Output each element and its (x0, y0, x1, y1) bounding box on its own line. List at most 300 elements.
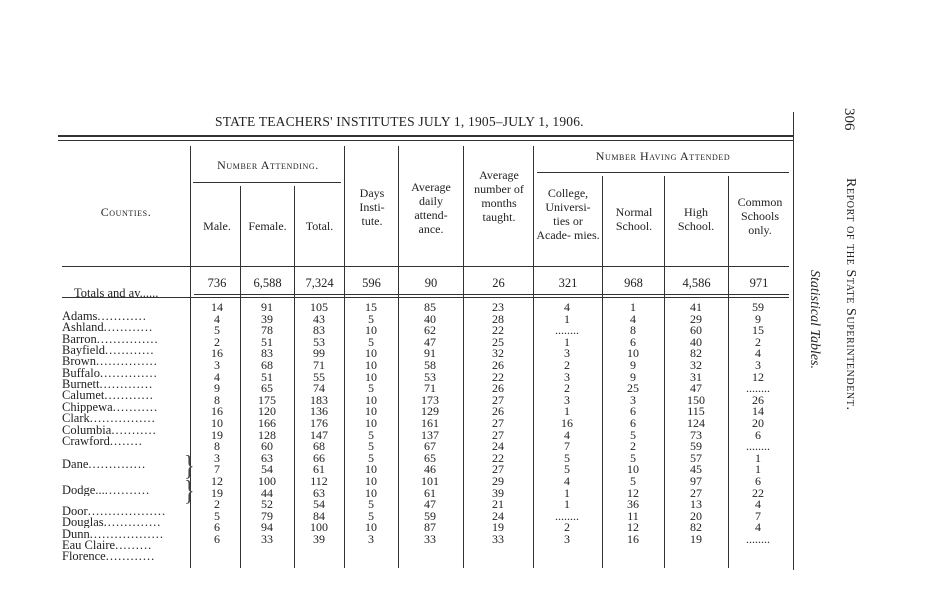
cell-avg-months: 29 (492, 474, 504, 488)
cell-total: 43 (313, 311, 325, 326)
table-title: STATE TEACHERS' INSTITUTES JULY 1, 1905–JULY 1, 1906. (215, 114, 584, 129)
cell-high: 115 (687, 404, 705, 419)
cell-college: 2 (564, 520, 570, 535)
cell-common: 1 (755, 462, 761, 477)
cell-avg-months: 26 (492, 404, 504, 419)
cell-female: 52 (261, 497, 273, 512)
col-divider-4 (344, 146, 345, 568)
cell-college: 7 (564, 439, 570, 454)
cell-total: 136 (310, 404, 328, 419)
cell-avg-months: 33 (492, 532, 504, 546)
totals-high: 4,586 (682, 276, 711, 290)
cell-common: 26 (752, 392, 764, 407)
cell-days: 5 (368, 508, 374, 523)
cell-days: 10 (365, 416, 377, 430)
cell-total: 71 (313, 358, 325, 372)
cell-female: 120 (258, 404, 276, 419)
cell-total: 83 (313, 323, 325, 338)
cell-avg-months: 27 (492, 392, 504, 407)
col-divider-7 (533, 146, 534, 568)
cell-male: 7 (214, 462, 220, 477)
leader-dots: ............ (104, 389, 154, 401)
cell-avg-months: 26 (492, 381, 504, 396)
cell-days: 10 (365, 358, 377, 372)
cell-days: 5 (368, 311, 374, 326)
cell-high: 60 (690, 323, 702, 338)
county-name (62, 435, 190, 447)
county-label: Calumet (62, 389, 105, 401)
leader-dots: ................... (87, 505, 167, 517)
cell-avg-months: 22 (492, 450, 504, 465)
cell-avg-months: 21 (492, 497, 504, 512)
totals-total: 7,324 (305, 276, 334, 290)
cell-days: 5 (368, 381, 374, 396)
totals-normal: 968 (624, 276, 643, 290)
cell-avg-daily: 47 (424, 334, 436, 349)
cell-college: 4 (564, 300, 570, 314)
cell-male: 5 (214, 323, 220, 338)
cell-female: 39 (261, 311, 273, 326)
cell-avg-daily: 161 (421, 416, 439, 430)
cell-days: 10 (365, 474, 377, 488)
cell-male: 2 (214, 334, 220, 349)
cell-male: 5 (214, 508, 220, 523)
cell-college: 1 (564, 334, 570, 349)
col-divider-5 (398, 146, 399, 568)
cell-avg-daily: 129 (421, 404, 439, 419)
county-name (62, 484, 190, 496)
leader-dots: ........... (104, 484, 151, 496)
totals-label: Totals and av...... (74, 286, 159, 300)
cell-normal: 5 (630, 427, 636, 442)
header-avg-daily: Average daily attend- ance. (411, 180, 451, 236)
top-rule (58, 135, 794, 137)
cell-days: 5 (368, 334, 374, 349)
col-divider-6 (463, 146, 464, 568)
cell-days: 15 (365, 300, 377, 314)
cell-high: 97 (690, 474, 702, 488)
cell-normal: 10 (627, 346, 639, 361)
cell-high: 27 (690, 485, 702, 500)
page-number: 306 (841, 108, 857, 131)
col-divider-2 (240, 186, 241, 568)
cell-high: 32 (690, 358, 702, 372)
cell-common: 4 (755, 346, 761, 361)
cell-normal: 5 (630, 474, 636, 488)
cell-avg-months: 39 (492, 485, 504, 500)
cell-male: 8 (214, 392, 220, 407)
cell-days: 5 (368, 450, 374, 465)
cell-avg-months: 28 (492, 311, 504, 326)
totals-rule-a (194, 294, 789, 295)
leader-dots: .................. (89, 528, 165, 540)
cell-college: 5 (564, 450, 570, 465)
cell-avg-months: 32 (492, 346, 504, 361)
cell-normal: 6 (630, 404, 636, 419)
cell-avg-daily: 65 (424, 450, 436, 465)
cell-high: 150 (687, 392, 705, 407)
header-avg-months: Average number of months taught. (474, 168, 524, 224)
cell-days: 10 (365, 462, 377, 477)
county-label: Chippewa (62, 401, 113, 413)
cell-normal: 3 (630, 392, 636, 407)
header-counties: Counties. (100, 205, 152, 219)
cell-high: 31 (690, 369, 702, 384)
cell-high: 82 (690, 520, 702, 535)
cell-total: 147 (310, 427, 328, 442)
county-label: Dane (62, 458, 89, 470)
cell-avg-daily: 91 (424, 346, 436, 361)
dodge-brace: } (184, 474, 195, 507)
cell-total: 39 (313, 532, 325, 546)
header-normal: Normal School. (615, 205, 653, 233)
cell-normal: 9 (630, 369, 636, 384)
cell-female: 100 (258, 474, 276, 488)
cell-high: 29 (690, 311, 702, 326)
cell-female: 78 (261, 323, 273, 338)
county-label: Adams (62, 310, 98, 322)
county-label: Buffalo (62, 367, 100, 379)
cell-male: 16 (211, 346, 223, 361)
cell-total: 112 (310, 474, 328, 488)
cell-avg-daily: 53 (424, 369, 436, 384)
header-high: High School. (677, 205, 715, 233)
cell-college: ........ (555, 508, 579, 523)
having-underline (537, 172, 789, 173)
cell-days: 5 (368, 427, 374, 442)
cell-avg-daily: 47 (424, 497, 436, 512)
attending-underline (193, 182, 341, 183)
cell-high: 82 (690, 346, 702, 361)
cell-male: 3 (214, 358, 220, 372)
cell-avg-months: 24 (492, 508, 504, 523)
cell-avg-months: 22 (492, 369, 504, 384)
cell-college: 3 (564, 369, 570, 384)
cell-avg-daily: 85 (424, 300, 436, 314)
cell-days: 10 (365, 520, 377, 535)
cell-female: 51 (261, 369, 273, 384)
county-label: Dodge... (62, 484, 105, 496)
cell-total: 61 (313, 462, 325, 477)
totals-female: 6,588 (253, 276, 282, 290)
cell-male: 4 (214, 369, 220, 384)
cell-avg-daily: 101 (421, 474, 439, 488)
header-total: Total. (305, 219, 334, 233)
right-rule (793, 112, 794, 570)
cell-college: 3 (564, 532, 570, 546)
county-label: Eau Claire (62, 539, 116, 551)
cell-male: 6 (214, 520, 220, 535)
cell-male: 3 (214, 450, 220, 465)
cell-high: 19 (690, 532, 702, 546)
cell-college: 1 (564, 497, 570, 512)
totals-avg-daily: 90 (424, 276, 438, 290)
cell-avg-daily: 40 (424, 311, 436, 326)
cell-total: 53 (313, 334, 325, 349)
cell-female: 44 (261, 485, 273, 500)
cell-high: 59 (690, 439, 702, 454)
cell-avg-months: 19 (492, 520, 504, 535)
header-days: Days Insti- tute. (359, 186, 385, 228)
cell-common: 14 (752, 404, 764, 419)
cell-total: 74 (313, 381, 325, 396)
header-number-attending: Number Attending. (217, 158, 319, 172)
cell-days: 10 (365, 369, 377, 384)
cell-total: 55 (313, 369, 325, 384)
cell-female: 33 (261, 532, 273, 546)
cell-total: 68 (313, 439, 325, 454)
cell-female: 51 (261, 334, 273, 349)
leader-dots: ................ (89, 412, 156, 424)
cell-female: 175 (258, 392, 276, 407)
cell-normal: 1 (630, 300, 636, 314)
cell-avg-daily: 58 (424, 358, 436, 372)
cell-college: 5 (564, 462, 570, 477)
cell-male: 19 (211, 485, 223, 500)
top-rule-2 (58, 140, 794, 141)
county-label: Barron (62, 333, 97, 345)
county-name (62, 321, 190, 333)
cell-female: 54 (261, 462, 273, 477)
leader-dots: ............. (99, 378, 154, 390)
cell-normal: 6 (630, 416, 636, 430)
cell-female: 94 (261, 520, 273, 535)
cell-college: 3 (564, 346, 570, 361)
cell-avg-months: 27 (492, 462, 504, 477)
cell-college: 4 (564, 474, 570, 488)
cell-avg-daily: 61 (424, 485, 436, 500)
cell-normal: 12 (627, 485, 639, 500)
totals-college: 321 (558, 276, 578, 290)
county-name (62, 550, 190, 562)
cell-avg-months: 22 (492, 323, 504, 338)
cell-female: 166 (258, 416, 276, 430)
cell-avg-months: 24 (492, 439, 504, 454)
cell-normal: 2 (630, 439, 636, 454)
cell-normal: 4 (630, 311, 636, 326)
cell-female: 65 (261, 381, 273, 396)
leader-dots: ............ (97, 310, 147, 322)
cell-normal: 25 (627, 381, 639, 396)
cell-normal: 12 (627, 520, 639, 535)
cell-days: 10 (365, 392, 377, 407)
cell-male: 8 (214, 439, 220, 454)
cell-college: 3 (564, 392, 570, 407)
cell-normal: 10 (627, 462, 639, 477)
county-label: Columbia (62, 424, 112, 436)
totals-rule-b (62, 297, 789, 298)
cell-male: 16 (211, 404, 223, 419)
cell-days: 3 (368, 532, 374, 546)
totals-avg-months: 26 (492, 276, 505, 290)
totals-male: 736 (207, 276, 227, 290)
cell-college: 16 (561, 416, 573, 430)
cell-female: 68 (261, 358, 273, 372)
cell-avg-daily: 46 (424, 462, 436, 477)
cell-female: 63 (261, 450, 273, 465)
leader-dots: ............ (105, 344, 155, 356)
cell-normal: 8 (630, 323, 636, 338)
cell-common: 2 (755, 334, 761, 349)
county-label: Burnett (62, 378, 100, 390)
leader-dots: ............ (105, 550, 156, 562)
cell-normal: 11 (627, 508, 639, 523)
cell-avg-months: 27 (492, 416, 504, 430)
cell-male: 12 (211, 474, 223, 488)
header-female: Female. (248, 219, 287, 233)
col-divider-8 (602, 176, 603, 568)
cell-high: 40 (690, 334, 702, 349)
cell-college: ........ (555, 323, 579, 338)
cell-total: 105 (310, 300, 328, 314)
county-label: Florence (62, 550, 106, 562)
county-name (62, 389, 190, 401)
cell-total: 66 (313, 450, 325, 465)
leader-dots: ........ (109, 435, 143, 447)
cell-male: 6 (214, 532, 220, 546)
cell-high: 45 (690, 462, 702, 477)
cell-total: 183 (310, 392, 328, 407)
cell-female: 60 (261, 439, 273, 454)
totals-days: 596 (362, 276, 381, 290)
leader-dots: ........... (111, 424, 157, 436)
cell-total: 54 (313, 497, 325, 512)
cell-common: 6 (755, 427, 761, 442)
cell-high: 41 (690, 300, 702, 314)
cell-female: 128 (258, 427, 276, 442)
cell-avg-daily: 173 (421, 392, 439, 407)
cell-male: 10 (211, 416, 223, 430)
county-name (62, 355, 190, 367)
cell-common: 22 (752, 485, 764, 500)
cell-male: 19 (211, 427, 223, 442)
cell-college: 1 (564, 311, 570, 326)
cell-common: 9 (755, 311, 761, 326)
cell-high: 124 (687, 416, 705, 430)
header-male: Male. (203, 219, 231, 233)
county-label: Dunn (62, 528, 90, 540)
header-bottom-rule (62, 266, 789, 267)
cell-avg-months: 23 (492, 300, 504, 314)
cell-common: 6 (755, 474, 761, 488)
cell-total: 176 (310, 416, 328, 430)
dane-brace: } (184, 449, 195, 482)
cell-college: 4 (564, 427, 570, 442)
cell-normal: 16 (627, 532, 639, 546)
cell-total: 99 (313, 346, 325, 361)
cell-high: 47 (690, 381, 702, 396)
cell-total: 84 (313, 508, 325, 523)
cell-male: 14 (211, 300, 223, 314)
header-number-having-attended: Number Having Attended (595, 149, 731, 163)
cell-male: 9 (214, 381, 220, 396)
cell-total: 100 (310, 520, 328, 535)
county-name (62, 516, 190, 528)
cell-common: 20 (752, 416, 764, 430)
cell-female: 79 (261, 508, 273, 523)
cell-college: 1 (564, 404, 570, 419)
cell-college: 2 (564, 358, 570, 372)
cell-avg-daily: 137 (421, 427, 439, 442)
cell-common: 4 (755, 520, 761, 535)
cell-avg-daily: 71 (424, 381, 436, 396)
cell-avg-daily: 67 (424, 439, 436, 454)
cell-days: 5 (368, 497, 374, 512)
county-label: Brown (62, 355, 97, 367)
leader-dots: .............. (88, 458, 147, 470)
cell-common: 15 (752, 323, 764, 338)
cell-normal: 5 (630, 450, 636, 465)
cell-normal: 9 (630, 358, 636, 372)
cell-common: 59 (752, 300, 764, 314)
cell-female: 91 (261, 300, 273, 314)
cell-days: 10 (365, 485, 377, 500)
cell-avg-daily: 59 (424, 508, 436, 523)
cell-common: 1 (755, 450, 761, 465)
leader-dots: ........... (112, 401, 159, 413)
cell-days: 10 (365, 346, 377, 361)
totals-common: 971 (749, 276, 769, 290)
leader-dots: .............. (99, 367, 158, 379)
county-name (62, 412, 190, 424)
county-label: Bayfield (62, 344, 106, 356)
cell-common: 12 (752, 369, 764, 384)
col-divider-9 (664, 176, 665, 568)
cell-avg-months: 25 (492, 334, 504, 349)
header-college: College, Universi- ties or Acade- mies. (536, 186, 600, 242)
cell-male: 2 (214, 497, 220, 512)
cell-common: 4 (755, 497, 761, 512)
cell-avg-daily: 62 (424, 323, 436, 338)
cell-avg-months: 26 (492, 358, 504, 372)
cell-avg-daily: 33 (424, 532, 436, 546)
cell-common: ........ (746, 381, 770, 396)
cell-female: 83 (261, 346, 273, 361)
leader-dots: .............. (103, 516, 162, 528)
leader-dots: ............ (103, 321, 154, 333)
cell-days: 5 (368, 439, 374, 454)
cell-total: 63 (313, 485, 325, 500)
county-label: Crawford (62, 435, 110, 447)
cell-days: 10 (365, 404, 377, 419)
cell-avg-months: 27 (492, 427, 504, 442)
cell-avg-daily: 87 (424, 520, 436, 535)
county-label: Door (62, 505, 88, 517)
cell-college: 1 (564, 485, 570, 500)
cell-high: 13 (690, 497, 702, 512)
leader-dots: ............... (96, 333, 159, 345)
county-label: Ashland (62, 321, 104, 333)
cell-normal: 6 (630, 334, 636, 349)
cell-college: 2 (564, 381, 570, 396)
cell-male: 4 (214, 311, 220, 326)
col-divider-10 (728, 176, 729, 568)
cell-common: 7 (755, 508, 761, 523)
section-label: Statistical Tables. (807, 270, 822, 370)
cell-normal: 36 (627, 497, 639, 512)
col-divider-3 (294, 186, 295, 568)
header-common: Common Schools only. (737, 195, 783, 237)
cell-common: 3 (755, 358, 761, 372)
cell-common: ........ (746, 532, 770, 546)
county-name (62, 458, 190, 470)
leader-dots: ......... (115, 539, 153, 551)
county-label: Douglas (62, 516, 104, 528)
leader-dots: ............... (96, 355, 158, 367)
cell-high: 20 (690, 508, 702, 523)
cell-common: ........ (746, 439, 770, 454)
cell-days: 10 (365, 323, 377, 338)
